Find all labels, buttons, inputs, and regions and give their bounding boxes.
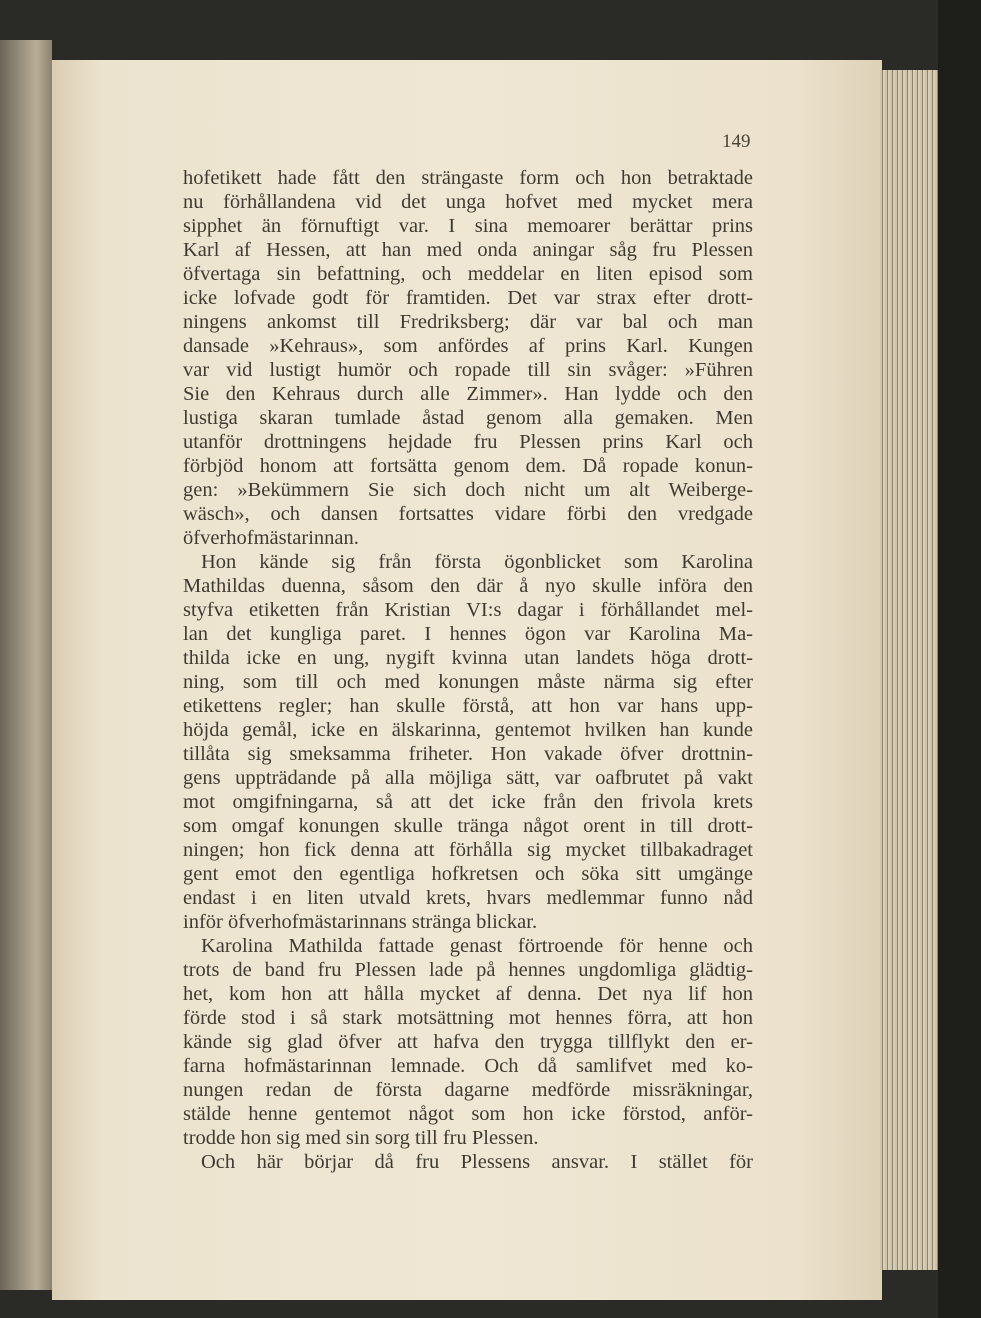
text-line: gens uppträdande på alla möjliga sätt, var oafbrutet på vakt — [183, 767, 753, 789]
paragraph — [183, 550, 753, 934]
paragraph — [183, 1150, 753, 1174]
text-line: höjda gemål, icke en älskarinna, gentemot hvilken han kunde — [183, 719, 753, 741]
text-line: trots de band fru Plessen lade på hennes ungdomliga glädtig- — [183, 959, 753, 981]
text-line: endast i en liten utvald krets, hvars medlemmar funno nåd — [183, 887, 753, 909]
text-line: öfvertaga sin befattning, och meddelar en liten episod som — [183, 263, 753, 285]
text-line: Karolina Mathilda fattade genast förtroende för henne och — [201, 935, 753, 957]
text-line: lustiga skaran tumlade åstad genom alla gemaken. Men — [183, 407, 753, 429]
text-line: gen: »Bekümmern Sie sich doch nicht um alt Weiberge- — [183, 479, 753, 501]
text-line: etikettens regler; han skulle förstå, att hon var hans upp- — [183, 695, 753, 717]
text-line: utanför drottningens hejdade fru Plessen prins Karl och — [183, 431, 753, 453]
text-line: förbjöd honom att fortsätta genom dem. Då ropade konun- — [183, 455, 753, 477]
text-line: förde stod i så stark motsättning mot hennes förra, att hon — [183, 1007, 753, 1029]
page-fore-edges — [880, 70, 938, 1270]
text-line: sipphet än förnuftigt var. I sina memoarer berättar prins — [183, 215, 753, 237]
text-line: Hon kände sig från första ögonblicket som Karolina — [201, 551, 753, 573]
text-line: nu förhållandena vid det unga hofvet med mycket mera — [183, 191, 753, 213]
text-line: het, kom hon att hålla mycket af denna. Det nya lif hon — [183, 983, 753, 1005]
text-line: stälde henne gentemot något som hon icke förstod, anför- — [183, 1103, 753, 1125]
text-line: icke lofvade godt för framtiden. Det var strax efter drott- — [183, 287, 753, 309]
text-line: Karl af Hessen, att han med onda aningar såg fru Plessen — [183, 239, 753, 261]
paragraph — [183, 934, 753, 1150]
text-line: trodde hon sig med sin sorg till fru Plessen. — [183, 1127, 539, 1149]
text-line: tillåta sig smeksamma friheter. Hon vakade öfver drottnin- — [183, 743, 753, 765]
body-text — [183, 166, 753, 1174]
text-line: farna hofmästarinnan lemnade. Och då samlifvet med ko- — [183, 1055, 753, 1077]
text-line: ningen; hon fick denna att förhålla sig mycket tillbakadraget — [183, 839, 753, 861]
paragraph — [183, 166, 753, 550]
scanner-background — [938, 0, 981, 1318]
text-line: hofetikett hade fått den strängaste form och hon betraktade — [183, 167, 753, 189]
text-line: wäsch», och dansen fortsattes vidare förbi den vredgade — [183, 503, 753, 525]
text-line: som omgaf konungen skulle tränga något orent in till drott- — [183, 815, 753, 837]
text-line: lan det kungliga paret. I hennes ögon var Karolina Ma- — [183, 623, 753, 645]
text-line: gent emot den egentliga hofkretsen och söka sitt umgänge — [183, 863, 753, 885]
text-line: var vid lustigt humör och ropade till sin svåger: »Führen — [183, 359, 753, 381]
text-line: Mathildas duenna, såsom den där å nyo skulle införa den — [183, 575, 753, 597]
page-number: 149 — [722, 131, 751, 152]
text-line: thilda icke en ung, nygift kvinna utan landets höga drott- — [183, 647, 753, 669]
text-line: dansade »Kehraus», som anfördes af prins Karl. Kungen — [183, 335, 753, 357]
text-line: mot omgifningarna, så att det icke från den frivola krets — [183, 791, 753, 813]
text-line: ningens ankomst till Fredriksberg; där var bal och man — [183, 311, 753, 333]
text-line: nungen redan de första dagarne medförde missräkningar, — [183, 1079, 753, 1101]
text-line: Och här börjar då fru Plessens ansvar. I stället för — [201, 1151, 753, 1173]
text-line: inför öfverhofmästarinnans stränga blickar. — [183, 911, 538, 933]
text-line: styfva etiketten från Kristian VI:s dagar i förhållandet mel- — [183, 599, 753, 621]
text-line: kände sig glad öfver att hafva den trygga tillflykt den er- — [183, 1031, 753, 1053]
text-line: ning, som till och med konungen måste närma sig efter — [183, 671, 753, 693]
text-line: öfverhofmästarinnan. — [183, 527, 359, 549]
facing-page-edge — [0, 40, 52, 1290]
text-line: Sie den Kehraus durch alle Zimmer». Han lydde och den — [183, 383, 753, 405]
